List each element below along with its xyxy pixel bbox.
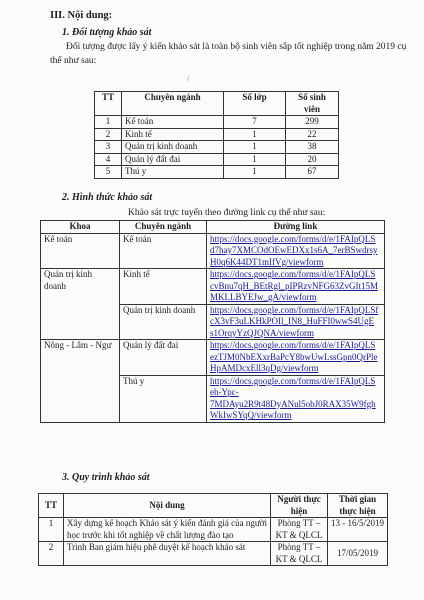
table-row (95, 128, 339, 141)
link-line[interactable]: cX3vF3uLKHkPOIl_IN8_HuFFI0wwS4UgE (210, 316, 375, 326)
cell: Xây dựng kế hoạch Khảo sát ý kiến đánh giá của người học trước khi tốt nghiệp về chất lượng đào tạo (64, 518, 271, 542)
cell: 2 (95, 128, 122, 141)
scan-mark: / (187, 74, 190, 83)
cell: Thú y (122, 166, 224, 179)
cell: Phòng TT – KT & QLCL (271, 518, 328, 542)
link-line[interactable]: ezTJM0NbEXxrBaPcY8bwUwLssGpn0QrPle (210, 351, 378, 362)
table-row (95, 116, 339, 129)
subsection-2-title: 2. Hình thức khảo sát (62, 192, 153, 203)
table-row (39, 542, 388, 566)
cell: Kế toán (122, 116, 224, 129)
cell: 20 (286, 153, 339, 166)
khoa-cell: Kế toán (41, 233, 120, 269)
col-chuyen-nganh: Chuyên ngành (122, 92, 224, 116)
table-row (41, 269, 385, 305)
cell: 1 (95, 116, 122, 129)
col-khoa: Khoa (41, 221, 120, 234)
link-line[interactable]: s1OrqyYzQJQNA/viewform (210, 327, 314, 338)
link-line[interactable]: https://docs.google.com/forms/d/e/1FAIpQLS (210, 233, 376, 244)
table-students (94, 91, 339, 179)
cell: 4 (95, 153, 122, 166)
cell: 1 (224, 128, 286, 141)
link-line[interactable]: https://docs.google.com/forms/d/e/1FAIpQLS (210, 340, 376, 350)
cell: 299 (286, 116, 339, 129)
cell: 22 (286, 128, 339, 141)
table-header-row (95, 92, 339, 116)
subsection-3-title: 3. Quy trình khảo sát (62, 472, 150, 483)
intro-line-2: thể như sau: (50, 56, 97, 66)
survey-link[interactable] (207, 340, 385, 376)
table-row (41, 340, 385, 376)
cell: Quản lý đất đai (122, 153, 224, 166)
nganh-cell: Quản lý đất đai (120, 340, 207, 376)
cell: 38 (286, 141, 339, 154)
khoa-cell: Quản trị kinh doanh (41, 269, 120, 340)
cell: 1 (224, 141, 286, 154)
nganh-cell: Thú y (120, 375, 207, 422)
nganh-cell: Kinh tế (120, 269, 207, 305)
khoa-cell: Nông - Lâm - Ngư (41, 340, 120, 423)
link-line[interactable]: https://docs.google.com/forms/d/e/1FAIpQLS (210, 375, 376, 386)
subsection-1-title: 1. Đối tượng khảo sát (62, 27, 152, 38)
col-duong-link: Đường link (207, 221, 385, 234)
survey-link[interactable] (207, 269, 385, 305)
link-line[interactable]: eh-Ypc- (210, 387, 239, 397)
survey-link[interactable] (207, 304, 385, 340)
link-line[interactable]: https://docs.google.com/forms/d/e/1FAIpQLSf (210, 304, 379, 315)
survey-link[interactable] (207, 375, 385, 422)
cell: 67 (286, 166, 339, 179)
survey-link[interactable] (207, 233, 385, 269)
link-line[interactable]: H0q6K44DT1mIfVg/viewform (210, 256, 324, 267)
link-line[interactable]: WkIwSYqQ/viewform (210, 410, 292, 420)
col-tt: TT (39, 494, 64, 518)
cell: 2 (39, 542, 64, 566)
link-line[interactable]: cvBnu7qH_BEtRgl_pIPRzvNFG63ZvGIt15M (210, 280, 379, 291)
col-so-sinh-vien: Số sinh viên (286, 92, 339, 116)
table-process (38, 493, 388, 566)
link-line[interactable]: MKLLBYEJw_gA/viewform (210, 292, 317, 302)
table-header-row (39, 494, 388, 518)
nganh-cell: Kế toán (120, 233, 207, 269)
table-row (95, 153, 339, 166)
table-row (95, 141, 339, 154)
col-noi-dung: Nội dung (64, 494, 271, 518)
cell: 13 - 16/5/2019 (328, 518, 388, 542)
cell: 5 (95, 166, 122, 179)
cell: 3 (95, 141, 122, 154)
table-row (95, 166, 339, 179)
cell: Quản trị kinh doanh (122, 141, 224, 154)
table-header-row (41, 221, 385, 234)
link-line[interactable]: d7hay7XMCOdOEwEDXx1s6A_7erBSwdrsy (210, 245, 378, 255)
col-tt: TT (95, 92, 122, 116)
link-line[interactable]: HpAMDcxEll3qDg/viewform (210, 363, 319, 373)
col-chuyen-nganh: Chuyên ngành (120, 221, 207, 234)
table-row (41, 233, 385, 269)
cell: 17/05/2019 (328, 542, 388, 566)
col-so-lop: Số lớp (224, 92, 286, 116)
col-nguoi-thuc-hien: Người thực hiện (271, 494, 328, 518)
nganh-cell: Quản trị kinh doanh (120, 304, 207, 340)
cell: 1 (224, 153, 286, 166)
links-intro: Khảo sát trực tuyến theo đường link cụ thể như sau: (128, 208, 326, 218)
cell: Trình Ban giám hiệu phê duyệt kế hoạch khảo sát (64, 542, 271, 566)
cell: Phòng TT – KT & QLCL (271, 542, 328, 566)
cell: 1 (224, 166, 286, 179)
table-links (40, 220, 385, 423)
table-row (39, 518, 388, 542)
link-line[interactable]: 7MDAyu2R9t48DyANul5obJ0RAX35W9fgh (210, 398, 376, 409)
section-heading: III. Nội dung: (50, 10, 113, 21)
col-thoi-gian: Thời gian thực hiện (328, 494, 388, 518)
link-line[interactable]: https://docs.google.com/forms/d/e/1FAIpQLS (210, 269, 376, 279)
cell: Kinh tế (122, 128, 224, 141)
cell: 7 (224, 116, 286, 129)
cell: 1 (39, 518, 64, 542)
intro-line-1: Đối tượng được lấy ý kiến khảo sát là toàn bộ sinh viên sắp tốt nghiệp trong năm 2019 cụ (66, 42, 407, 52)
